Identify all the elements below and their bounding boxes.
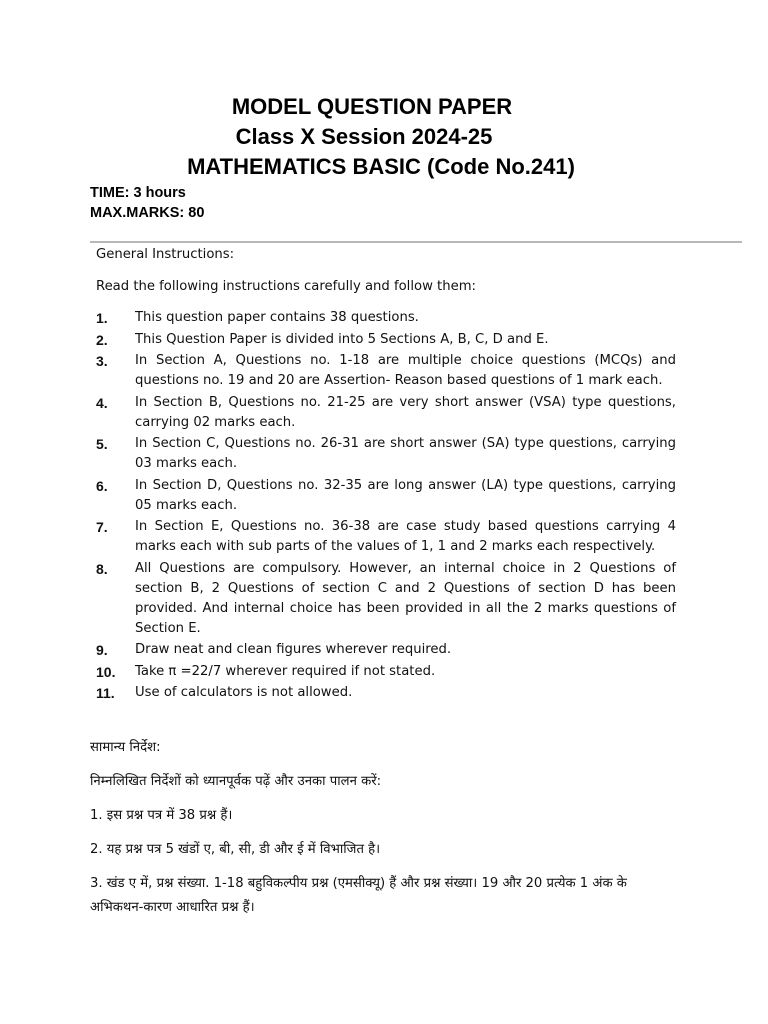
hindi-item-1: 1. इस प्रश्न पत्र में 38 प्रश्न हैं। xyxy=(90,808,233,823)
class-session: Class X Session 2024-25 xyxy=(235,124,493,149)
list-item xyxy=(96,351,676,391)
item-text: In Section E, Questions no. 36-38 are case study based questions carrying 4 marks each with sub parts of the values of 1, 1 and 2 marks each respectively. xyxy=(135,519,676,554)
hindi-instructions xyxy=(90,736,690,920)
list-item xyxy=(96,517,676,557)
item-number: 4. xyxy=(96,394,108,411)
item-text: In Section B, Questions no. 21-25 are very short answer (VSA) type questions, carrying 02 marks each. xyxy=(135,394,676,430)
item-text: This question paper contains 38 questions. xyxy=(135,310,419,325)
item-text: Draw neat and clean figures wherever required. xyxy=(135,642,452,657)
item-text: This Question Paper is divided into 5 Sections A, B, C, D and E. xyxy=(135,331,549,347)
item-number: 2. xyxy=(96,331,108,348)
item-number: 9. xyxy=(96,642,108,658)
paper-title: MODEL QUESTION PAPER xyxy=(231,94,513,119)
list-item xyxy=(96,683,676,703)
item-number: 8. xyxy=(96,560,108,577)
hindi-heading: सामान्य निर्देश: xyxy=(90,740,161,755)
list-item xyxy=(96,393,676,433)
instructions-heading: General Instructions: xyxy=(96,247,235,262)
item-text: In Section C, Questions no. 26-31 are short answer (SA) type questions, carrying 03 marks each. xyxy=(135,436,676,471)
hindi-intro: निम्नलिखित निर्देशों को ध्यानपूर्वक पढ़ें और उनका पालन करें: xyxy=(90,774,382,789)
item-number: 11. xyxy=(96,685,115,701)
list-item xyxy=(96,662,676,682)
instructions-intro: Read the following instructions carefully and follow them: xyxy=(96,279,476,294)
title-block xyxy=(0,92,768,182)
item-text: All Questions are compulsory. However, an internal choice in 2 Questions of section B, 2 Questions of section C and 2 Questions of section D has been provided. And internal choice has been provided in all the 2 marks questions of Section E. xyxy=(135,560,676,636)
subject-title: MATHEMATICS BASIC (Code No.241) xyxy=(187,154,575,179)
list-item xyxy=(96,476,676,516)
hindi-item-3-continued: अभिकथन-कारण आधारित प्रश्न हैं। xyxy=(90,900,255,915)
item-text: In Section A, Questions no. 1-18 are multiple choice questions (MCQs) and questions no. 19 and 20 are Assertion- Reason based questions of 1 mark each. xyxy=(135,353,676,388)
max-marks-label: MAX.MARKS: 80 xyxy=(90,205,205,221)
item-text: Use of calculators is not allowed. xyxy=(135,685,353,700)
general-instructions xyxy=(96,246,676,716)
item-number: 6. xyxy=(96,477,108,494)
list-item xyxy=(96,640,676,660)
item-text: Take π =22/7 wherever required if not stated. xyxy=(135,663,436,679)
exam-meta xyxy=(90,183,204,223)
item-text: In Section D, Questions no. 32-35 are long answer (LA) type questions, carrying 05 marks each. xyxy=(135,477,676,513)
list-item xyxy=(96,308,676,328)
divider xyxy=(90,241,742,243)
item-number: 3. xyxy=(96,353,108,369)
instructions-list xyxy=(96,308,676,703)
list-item xyxy=(96,330,676,350)
item-number: 7. xyxy=(96,519,108,535)
item-number: 1. xyxy=(96,310,108,326)
list-item xyxy=(96,559,676,639)
hindi-item-2: 2. यह प्रश्न पत्र 5 खंडों ए, बी, सी, डी और ई में विभाजित है। xyxy=(90,842,381,857)
list-item xyxy=(96,434,676,474)
item-number: 5. xyxy=(96,436,108,452)
item-number: 10. xyxy=(96,663,116,680)
time-label: TIME: 3 hours xyxy=(90,185,186,201)
hindi-item-3: 3. खंड ए में, प्रश्न संख्या. 1-18 बहुविकल्पीय प्रश्न (एमसीक्यू) हैं और प्रश्न संख्या। 19 और 20 प्रत्येक 1 अंक के xyxy=(90,876,627,891)
